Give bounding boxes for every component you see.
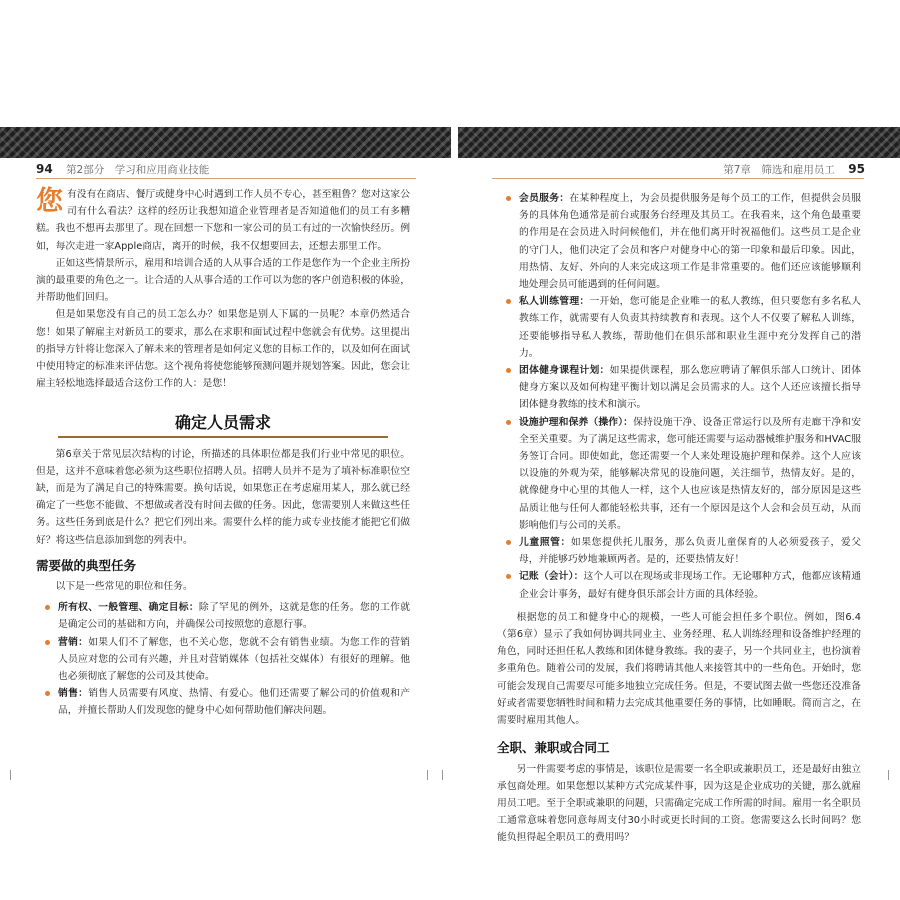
list-item: 记账（会计）：这个人可以在现场或非现场工作。无论哪种方式，他都应该精通企业会计事务，最好有健身俱乐部会计方面的具体经验。 — [497, 568, 861, 602]
intro-paragraph-1: 您有没有在商店、餐厅或健身中心时遇到工作人员不专心，甚至粗鲁？您对这家公司有什么看法？这样的经历让我想知道企业管理者是否知道他们的员工有多糟糕。我也不想再去那里了。现在回想一下您和一家公司的员工有过的一次愉快经历。例如，每次走进一家Apple商店，离开的时候，我不仅想要回去，还想去那里工作。 — [36, 186, 410, 252]
bullet-dot-icon — [506, 420, 511, 425]
section-title: 确定人员需求 — [36, 414, 410, 435]
list-item: 儿童照管：如果您提供托儿服务，那么负责儿童保育的人必须爱孩子，爱父母，并能够巧妙地兼顾两者。是的，还要热情友好！ — [497, 534, 861, 568]
page-number-left: 94 — [36, 162, 53, 176]
bullet-dot-icon — [506, 299, 511, 304]
part-title: 第2部分 学习和应用商业技能 — [66, 164, 210, 176]
right-page-body — [497, 186, 861, 847]
header-rule-right — [492, 178, 864, 179]
list-item: 所有权、一般管理、确定目标：除了罕见的例外，这就是您的任务。您的工作就是确定公司的基础和方向，并确保公司按照您的意愿行事。 — [36, 599, 410, 633]
list-item: 营销：如果人们不了解您，也不关心您，您就不会有销售业绩。为您工作的营销人员应对您的公司有兴趣，并且对营销媒体（包括社交媒体）有很好的理解。他也必须彻底了解您的公司及其使命。 — [36, 634, 410, 686]
carbon-banner-right — [458, 127, 900, 158]
list-item: 设施护理和保养（操作）：保持设施干净、设备正常运行以及所有走廊干净和安全至关重要。为了满足这些需求，您可能还需要与运动器械维护服务和HVAC服务签订合同。即使如此，您还需要一个人来处理设施护理和保养。这个人应该以设施的外观为荣，能够解决常见的设施问题，关注细节，热情友好。是的，就像健身中心里的其他人一样，这个人也应该是热情友好的，部分原因是这些品质让他与任何人都能轻松共事，还有一个原因是这个人会和会员互动，从而影响他们与公司的关系。 — [497, 414, 861, 534]
header-rule-left — [36, 178, 416, 179]
subsection-title-employment: 全职、兼职或合同工 — [497, 740, 610, 756]
bullet-dot-icon — [506, 540, 511, 545]
running-head-left — [36, 162, 209, 177]
bullet-dot-icon — [506, 368, 511, 373]
running-head-right — [723, 162, 865, 177]
crop-mark — [10, 770, 11, 780]
chapter-title: 第7章 筛选和雇用员工 — [723, 164, 835, 176]
crop-mark — [442, 770, 443, 780]
subsection-title-tasks: 需要做的典型任务 — [36, 557, 137, 573]
carbon-banner-left — [0, 127, 451, 158]
bullet-dot-icon — [45, 605, 50, 610]
bullet-dot-icon — [45, 640, 50, 645]
intro-paragraph-3: 但是如果您没有自己的员工怎么办？如果您是别人下属的一员呢？本章仍然适合您！如果了解雇主对新员工的要求，那么在求职和面试过程中您就会有优势。这里提出的指导方针将让您深入了解未来的管理者是如何定义您的目标工作的，以及如何在面试中使用特定的标准来评估您。这个视角将使您能够预测问题并规划答案。因此，您会让雇主轻松地选择最适合这份工作的人：是您！ — [36, 309, 410, 390]
bullet-dot-icon — [506, 574, 511, 579]
employment-paragraph: 另一件需要考虑的事情是，该职位是需要一名全职或兼职员工，还是最好由独立承包商处理。如果您想以某种方式完成某件事，因为这是企业成功的关键，那么就雇用员工吧。至于全职或兼职的问题，只需确定完成工作所需的时间。雇用一名全职员工通常意味着您同意每周支付30小时或更长时间的工资。您需要这么长时间吗？您能负担得起全职员工的费用吗？ — [497, 763, 861, 844]
bullet-dot-icon — [506, 196, 511, 201]
page-number-right: 95 — [848, 162, 865, 176]
list-item: 私人训练管理：一开始，您可能是企业唯一的私人教练，但只要您有多名私人教练工作，就需要有人负责其持续教育和表现。这个人不仅要了解私人训练，还要能够指导私人教练，帮助他们在俱乐部和职业生涯中充分发挥自己的潜力。 — [497, 293, 861, 362]
crop-mark — [888, 770, 889, 780]
task-list-left — [36, 599, 410, 719]
bullet-dot-icon — [45, 691, 50, 696]
roles-paragraph: 根据您的员工和健身中心的规模，一些人可能会担任多个职位。例如，图6.4（第6章）显示了我如何协调共同业主、业务经理、私人训练经理和设备维护经理的角色，同时还担任私人教练和团体健身教练。我的妻子，另一个共同业主，也扮演着多重角色。随着公司的发展，我们将聘请其他人来接管其中的一些角色。开始时，您可能会发现自己需要尽可能多地独立完成任务。但是，不要试图去做一些您还没准备好或者需要您牺牲时间和精力去完成其他重要任务的事情，比如睡眠。简而言之，在需要时雇用其他人。 — [497, 611, 861, 727]
list-item: 会员服务：在某种程度上，为会员提供服务是每个员工的工作，但提供会员服务的具体角色通常是前台或服务台经理及其员工。在我看来，这个角色最重要的作用是在会员进入时问候他们，并在他们离开时祝福他们。这些员工是企业的守门人，他们决定了会员和客户对健身中心的第一印象和最后印象。因此，用热情、友好、外向的人来完成这项工作是非常重要的。他们还应该能够顺利地处理会员可能遇到的任何问题。 — [497, 190, 861, 293]
list-item: 销售：销售人员需要有风度、热情、有爱心。他们还需要了解公司的价值观和产品，并擅长帮助人们发现您的健身中心如何帮助他们解决问题。 — [36, 685, 410, 719]
crop-mark — [427, 770, 428, 780]
left-page-body — [36, 186, 410, 726]
section-paragraph: 第6章关于常见层次结构的讨论，所描述的具体职位都是我们行业中常见的职位。但是，这并不意味着您必须为这些职位招聘人员。招聘人员并不是为了填补标准职位空缺，而是为了满足自己的特殊需要。换句话说，如果您正在考虑雇用某人，那么就已经确定了一些您不能做、不想做或者没有时间去做的任务。因此，您需要别人来做这些任务。这些任务到底是什么？把它们列出来。需要什么样的能力或专业技能才能把它们做好？将这些信息添加到您的列表中。 — [36, 448, 410, 546]
drop-cap: 您 — [36, 186, 63, 217]
task-list-right — [497, 190, 861, 603]
subsection-intro: 以下是一些常见的职位和任务。 — [55, 581, 193, 593]
list-item: 团体健身课程计划：如果提供课程，那么您应聘请了解俱乐部人口统计、团体健身方案以及如何构建平衡计划以满足会员需求的人。这个人还应该擅长指导团体健身教练的技术和演示。 — [497, 362, 861, 414]
intro-paragraph-2: 正如这些情景所示，雇用和培训合适的人从事合适的工作是您作为一个企业主所扮演的最重要的角色之一。让合适的人从事合适的工作可以为您的客户创造积极的体验，并帮助他们回归。 — [36, 257, 410, 304]
